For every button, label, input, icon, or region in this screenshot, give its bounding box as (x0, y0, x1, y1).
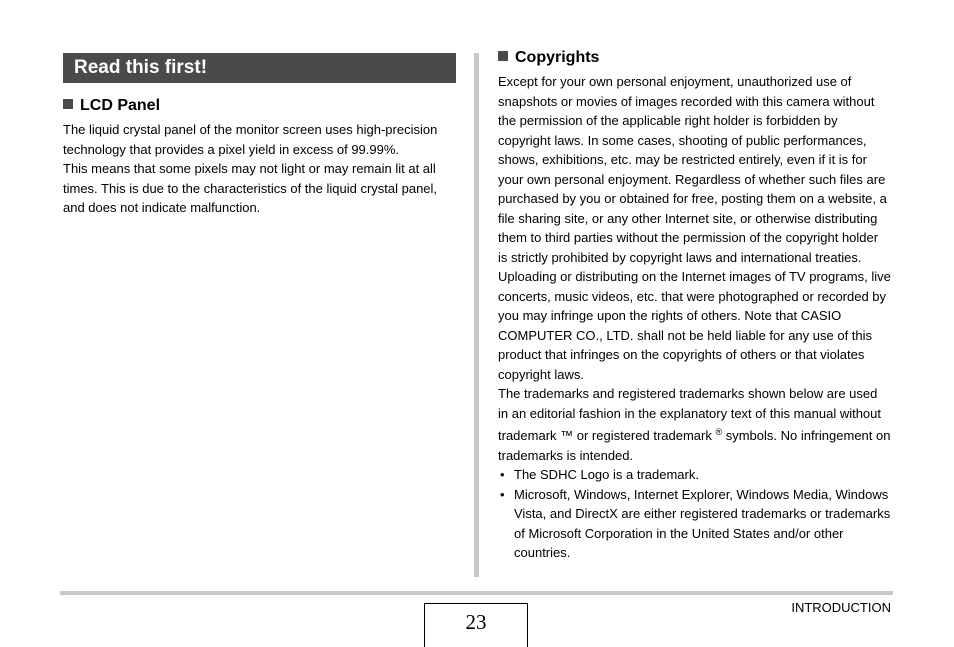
column-divider (474, 53, 479, 577)
lcd-panel-title: LCD Panel (63, 96, 160, 116)
paragraph: The liquid crystal panel of the monitor screen uses high-precision technology that provides a pixel yield in excess of 99.99%. (63, 122, 438, 157)
registered-symbol: ® (715, 427, 723, 437)
list-item: • Microsoft, Windows, Internet Explorer, Windows Media, Windows Vista, and DirectX are either registered trademarks or trademarks of Microsoft Corporation in the United States and/or other countries. (500, 486, 891, 560)
paragraph: This means that some pixels may not light or may remain lit at all times. This is due to the characteristics of the liquid crystal panel, and does not indicate malfunction. (63, 161, 438, 215)
section-heading: Read this first! (74, 57, 208, 78)
copyrights-text (498, 72, 891, 563)
section-label: INTRODUCTION (791, 600, 891, 615)
trademark-list (498, 465, 891, 563)
footer-rule (60, 591, 893, 595)
copyrights-title: Copyrights (498, 48, 599, 68)
list-item: • The SDHC Logo is a trademark. (498, 465, 891, 485)
bullet-dot-icon: • (500, 486, 505, 502)
paragraph: Uploading or distributing on the Internet images of TV programs, live concerts, music videos, etc. that were photographed or recorded by you may infringe upon the rights of others. Note that CASIO COMPUTER CO., LTD. shall not be held liable for any use of this product that infringes on the copyrights of others or that violates copyright laws. (498, 269, 891, 382)
square-bullet-icon (498, 51, 508, 61)
page-number: 23 (465, 610, 487, 634)
bullet-dot-icon: • (500, 467, 505, 482)
trademark-paragraph: The trademarks and registered trademarks shown below are used in an editorial fashion in the explanatory text of this manual without trademark ™ or registered trademark ® symbols. No infringement on trademarks is intended. (498, 386, 891, 463)
page-number-box (424, 603, 528, 647)
lcd-panel-text (63, 120, 455, 218)
paragraph: Except for your own personal enjoyment, unauthorized use of snapshots or movies of images recorded with this camera without the permission of the applicable right holder is forbidden by copyright laws. In some cases, shooting of public performances, shows, exhibitions, etc. may be restricted entirely, even if it is for your own personal enjoyment. Regardless of whether such files are purchased by you or obtained for free, posting them on a website, a file sharing site, or any other Internet site, or otherwise distributing them to third parties without the permission of the copyright holder is strictly prohibited by copyright laws and international treaties. (498, 74, 887, 265)
square-bullet-icon (63, 99, 73, 109)
section-heading-bar (63, 53, 456, 83)
